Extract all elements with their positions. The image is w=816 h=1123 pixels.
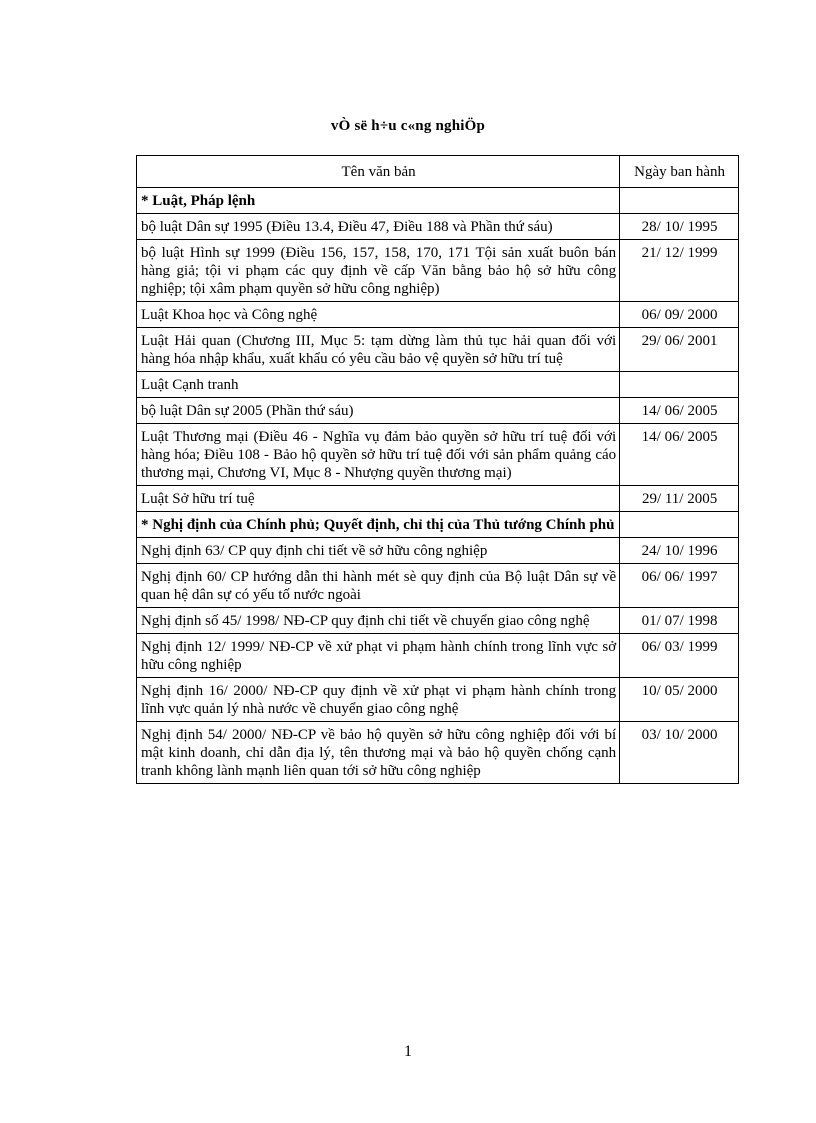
issue-date-cell: 01/ 07/ 1998 bbox=[620, 608, 739, 634]
issue-date-cell bbox=[620, 372, 739, 398]
section-header-row bbox=[137, 188, 739, 214]
document-name-cell: * Nghị định của Chính phủ; Quyết định, chỉ thị của Thủ tướng Chính phủ bbox=[137, 512, 620, 538]
table-row bbox=[137, 302, 739, 328]
issue-date-cell: 14/ 06/ 2005 bbox=[620, 424, 739, 486]
table-row bbox=[137, 538, 739, 564]
document-name-cell: Luật Cạnh tranh bbox=[137, 372, 620, 398]
issue-date-cell: 06/ 06/ 1997 bbox=[620, 564, 739, 608]
table-row bbox=[137, 424, 739, 486]
table-body bbox=[137, 188, 739, 784]
issue-date-cell: 14/ 06/ 2005 bbox=[620, 398, 739, 424]
table-row bbox=[137, 398, 739, 424]
document-name-cell: Luật Thương mại (Điều 46 - Nghĩa vụ đảm bảo quyền sở hữu trí tuệ đối với hàng hóa; Điều 108 - Bảo hộ quyền sở hữu trí tuệ đối với sản phẩm quảng cáo thương mại, Chương VI, Mục 8 - Nhượng quyền thương mại) bbox=[137, 424, 620, 486]
issue-date-cell: 24/ 10/ 1996 bbox=[620, 538, 739, 564]
document-name-cell: Nghị định số 45/ 1998/ NĐ-CP quy định chi tiết về chuyển giao công nghệ bbox=[137, 608, 620, 634]
table-row bbox=[137, 608, 739, 634]
table-row bbox=[137, 722, 739, 784]
document-name-cell: Luật Khoa học và Công nghệ bbox=[137, 302, 620, 328]
table-row bbox=[137, 214, 739, 240]
document-name-cell: Nghị định 12/ 1999/ NĐ-CP về xử phạt vi phạm hành chính trong lĩnh vực sở hữu công nghiệp bbox=[137, 634, 620, 678]
document-name-cell: bộ luật Dân sự 2005 (Phần thứ sáu) bbox=[137, 398, 620, 424]
issue-date-cell bbox=[620, 512, 739, 538]
issue-date-cell bbox=[620, 188, 739, 214]
document-name-cell: bộ luật Hình sự 1999 (Điều 156, 157, 158, 170, 171 Tội sản xuất buôn bán hàng giả; tội vi phạm các quy định về cấp Văn bằng bảo hộ sở hữu công nghiệp; tội xâm phạm quyền sở hữu công nghiệp) bbox=[137, 240, 620, 302]
table-row bbox=[137, 328, 739, 372]
issue-date-cell: 21/ 12/ 1999 bbox=[620, 240, 739, 302]
document-title: vÒ së h÷u c«ng nghiÖp bbox=[330, 118, 486, 134]
table-row bbox=[137, 372, 739, 398]
issue-date-cell: 10/ 05/ 2000 bbox=[620, 678, 739, 722]
table-row bbox=[137, 678, 739, 722]
document-name-cell: Luật Hải quan (Chương III, Mục 5: tạm dừng làm thủ tục hải quan đối với hàng hóa nhập khẩu, xuất khẩu có yêu cầu bảo vệ quyền sở hữu trí tuệ bbox=[137, 328, 620, 372]
table-header-row bbox=[137, 156, 739, 188]
column-header-name: Tên văn bản bbox=[137, 156, 620, 188]
issue-date-cell: 06/ 09/ 2000 bbox=[620, 302, 739, 328]
table-row bbox=[137, 486, 739, 512]
issue-date-cell: 28/ 10/ 1995 bbox=[620, 214, 739, 240]
issue-date-cell: 06/ 03/ 1999 bbox=[620, 634, 739, 678]
table-row bbox=[137, 564, 739, 608]
issue-date-cell: 29/ 11/ 2005 bbox=[620, 486, 739, 512]
document-name-cell: Luật Sở hữu trí tuệ bbox=[137, 486, 620, 512]
issue-date-cell: 29/ 06/ 2001 bbox=[620, 328, 739, 372]
document-name-cell: bộ luật Dân sự 1995 (Điều 13.4, Điều 47, Điều 188 và Phần thứ sáu) bbox=[137, 214, 620, 240]
column-header-date: Ngày ban hành bbox=[620, 156, 739, 188]
issue-date-cell: 03/ 10/ 2000 bbox=[620, 722, 739, 784]
document-name-cell: Nghị định 54/ 2000/ NĐ-CP về bảo hộ quyền sở hữu công nghiệp đối với bí mật kinh doanh, chỉ dẫn địa lý, tên thương mại và bảo hộ quyền chống cạnh tranh không lành mạnh liên quan tới sở hữu công nghiệp bbox=[137, 722, 620, 784]
page-number: 1 bbox=[404, 1043, 412, 1060]
table-row bbox=[137, 240, 739, 302]
table-row bbox=[137, 634, 739, 678]
section-header-row bbox=[137, 512, 739, 538]
document-name-cell: * Luật, Pháp lệnh bbox=[137, 188, 620, 214]
document-name-cell: Nghị định 63/ CP quy định chi tiết về sở hữu công nghiệp bbox=[137, 538, 620, 564]
document-name-cell: Nghị định 16/ 2000/ NĐ-CP quy định về xử phạt vi phạm hành chính trong lĩnh vực quản lý nhà nước về chuyển giao công nghệ bbox=[137, 678, 620, 722]
document-name-cell: Nghị định 60/ CP hướng dẫn thi hành mét sè quy định của Bộ luật Dân sự về quan hệ dân sự có yếu tố nước ngoài bbox=[137, 564, 620, 608]
legal-documents-table bbox=[136, 155, 739, 784]
